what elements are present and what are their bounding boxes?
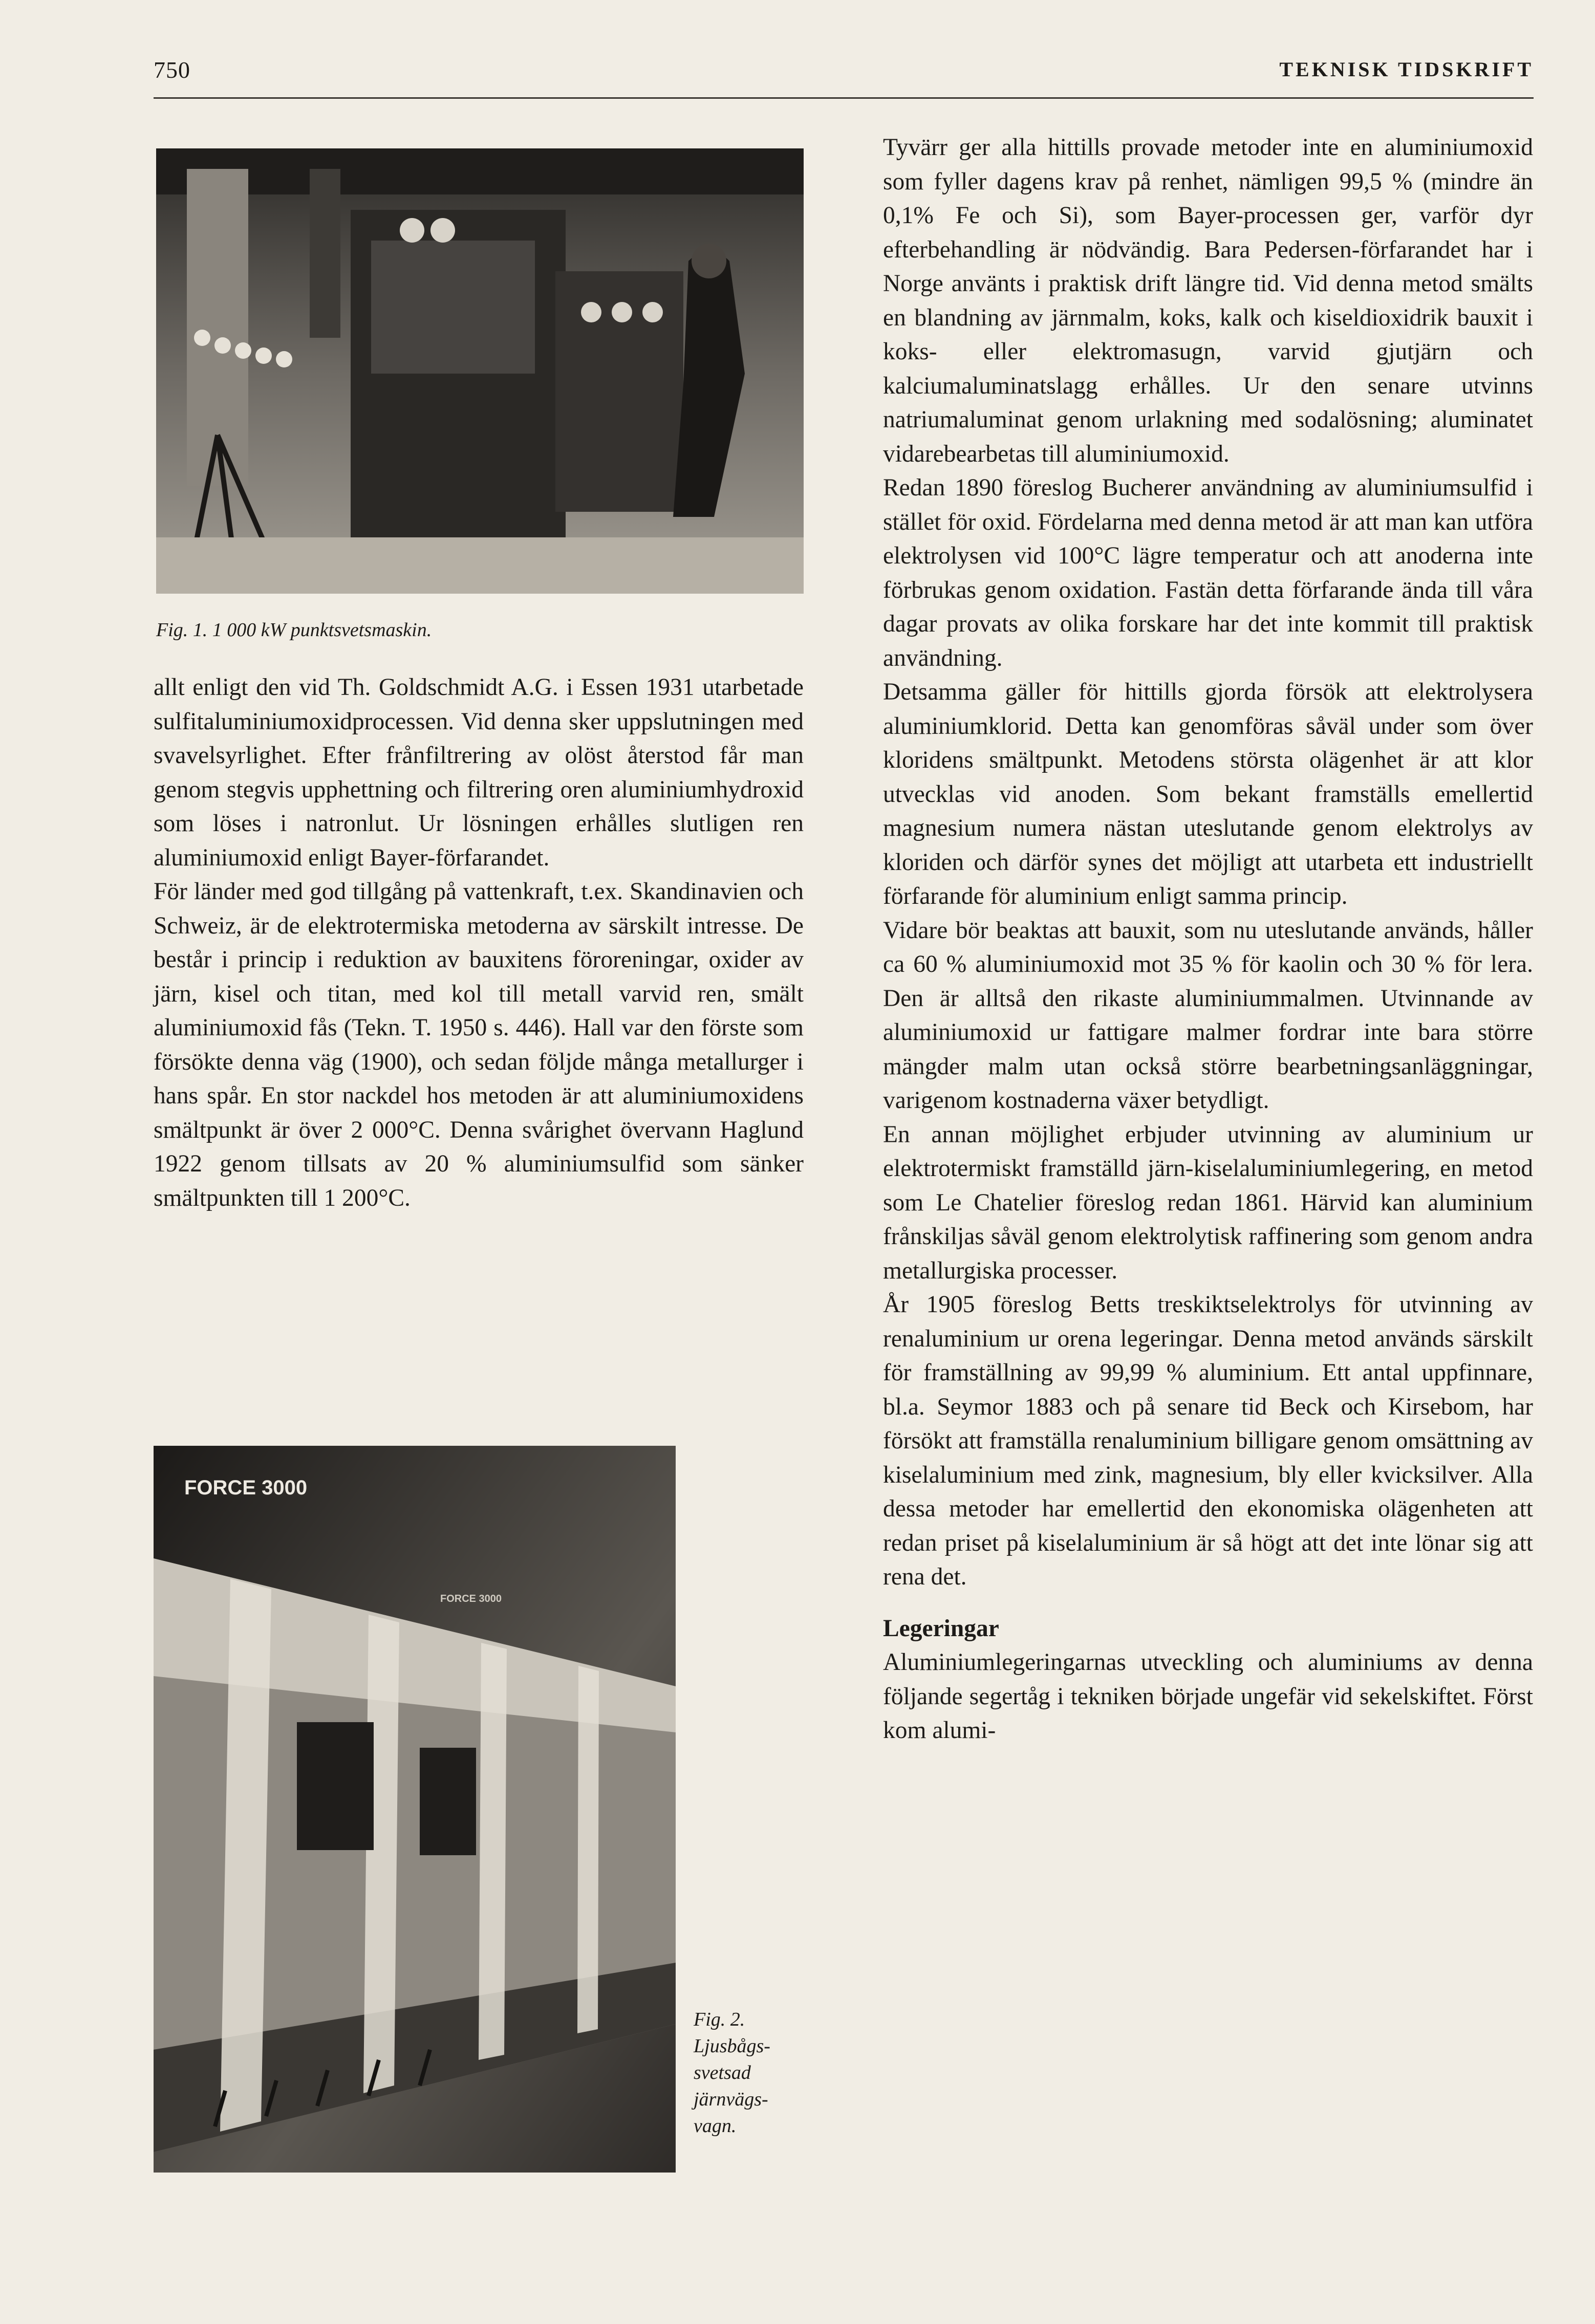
right-column <box>883 131 1533 1748</box>
right-paragraph-4: Vidare bör beaktas att bauxit, som nu uteslutande används, håller ca 60 % aluminiumoxid mot 35 % för kaolin och 30 % för lera. Den är alltså den rikaste aluminiummalmen. Utvinnande av aluminiumoxid ur fattigare malmer fordrar inte bara större mängder malm utan också större bearbetningsanläggningar, varigenom kostnaderna växer betydligt. <box>883 917 1533 1114</box>
fig2-caption-line: vagn. <box>694 2115 737 2137</box>
right-paragraph-3: Detsamma gäller för hittills gjorda försök att elektrolysera aluminiumklorid. Detta kan genomföras såväl under som över kloridens smältpunkt. Metodens största olägenhet är att klor utvecklas vid anoden. Som bekant framställs emellertid magnesium numera nästan uteslutande genom elektrolys av kloriden och därför synes det möjligt att utarbeta ett industriellt förfarande för aluminium enligt samma princip. <box>883 679 1533 909</box>
right-paragraph-1: Tyvärr ger alla hittills provade metoder inte en aluminiumoxid som fyller dagens krav på renhet, nämligen 99,5 % (mindre än 0,1% Fe och Si), som Bayer-processen ger, varför dyr efterbehandling är nödvändig. Bara Pedersen-förfarandet har i Norge använts i praktisk drift längre tid. Vid denna metod smälts en blandning av järnmalm, koks, kalk och kiseldioxidrik bauxit i koks- eller elektromasugn, varvid gjutjärn och kalciumaluminatslagg erhålles. Ur den senare utvinns natriumaluminat genom urlakning med sodalösning; aluminatet vidarebearbetas till aluminiumoxid. <box>883 134 1533 467</box>
fig1-illustration <box>156 148 804 594</box>
fig2-caption-line: svetsad <box>694 2062 751 2083</box>
fig1-caption: Fig. 1. 1 000 kW punktsvetsmaskin. <box>156 619 432 641</box>
fig1-photo <box>156 148 804 594</box>
right-paragraph-2: Redan 1890 föreslog Bucherer användning av aluminiumsulfid i stället för oxid. Fördelarna med denna metod är att man kan utföra elektrolysen vid 100°C lägre temperatur och att anoderna inte förbrukas genom oxidation. Fastän detta förfarande ända till våra dagar provats av olika forskare har det inte kommit till praktisk användning. <box>883 474 1533 671</box>
right-paragraph-7: Aluminiumlegeringarnas utveckling och aluminiums av denna följande segertåg i tekniken började ungefär vid sekelskiftet. Först kom alumi- <box>883 1649 1533 1744</box>
fig2-caption-line: järnvägs- <box>694 2089 768 2110</box>
right-paragraph-5: En annan möjlighet erbjuder utvinning av aluminium ur elektrotermiskt framställd järn-kiselaluminiumlegering, en metod som Le Chatelier föreslog redan 1861. Härvid kan aluminium frånskiljas såväl genom elektrolytisk raffinering som genom andra metallurgiska processer. <box>883 1121 1533 1284</box>
left-paragraph-2: För länder med god tillgång på vattenkraft, t.ex. Skandinavien och Schweiz, är de elektrotermiska metoderna av särskilt intresse. De består i princip i reduktion av bauxitens föroreningar, oxider av järn, kisel och titan, med kol till metall varvid ren, smält aluminiumoxid fås (Tekn. T. 1950 s. 446). Hall var den förste som försökte denna väg (1900), och sedan följde många metallurger i hans spår. En stor nackdel hos metoden är att aluminiumoxidens smältpunkt är över 2 000°C. Denna svårighet övervann Haglund 1922 genom tillsats av 20 % aluminiumsulfid som sänker smältpunkten till 1 200°C. <box>154 878 804 1211</box>
fig2-photo-label-2: FORCE 3000 <box>440 1593 502 1604</box>
fig2-caption-line: Ljusbågs- <box>694 2035 770 2057</box>
fig2-illustration <box>154 1446 676 2173</box>
fig2-photo-label-1: FORCE 3000 <box>184 1476 308 1499</box>
section-heading: Legeringar <box>883 1615 999 1642</box>
journal-title: TEKNISK TIDSKRIFT <box>1279 58 1534 81</box>
header-rule <box>154 97 1534 99</box>
right-paragraph-6: År 1905 föreslog Betts treskiktselektrolys för utvinning av renaluminium ur orena legeringar. Denna metod används särskilt för framställning av 99,99 % aluminium. Ett antal uppfinnare, bl.a. Seymor 1883 och på senare tid Beck och Kirsebom, har försökt att framställa renaluminium billigare genom omsättning av kiselaluminium med zink, magnesium, bly eller kvicksilver. Alla dessa metoder har emellertid den ekonomiska olägenheten att redan priset på kiselaluminium är så högt att det inte lönar sig att rena det. <box>883 1291 1533 1590</box>
left-column <box>154 670 804 1215</box>
left-paragraph-1: allt enligt den vid Th. Goldschmidt A.G. i Essen 1931 utarbetade sulfitaluminiumoxidprocessen. Vid denna sker uppslutningen med svavelsyrlighet. Efter frånfiltrering av olöst återstod får man genom stegvis upphettning och filtrering oren aluminiumhydroxid som löses i natronlut. Ur lösningen erhålles slutligen ren aluminiumoxid enligt Bayer-förfarandet. <box>154 674 804 871</box>
fig2-caption-line: Fig. 2. <box>694 2009 745 2030</box>
page-number: 750 <box>154 57 190 83</box>
fig2-photo <box>154 1446 676 2173</box>
fig2-caption <box>694 2006 816 2139</box>
